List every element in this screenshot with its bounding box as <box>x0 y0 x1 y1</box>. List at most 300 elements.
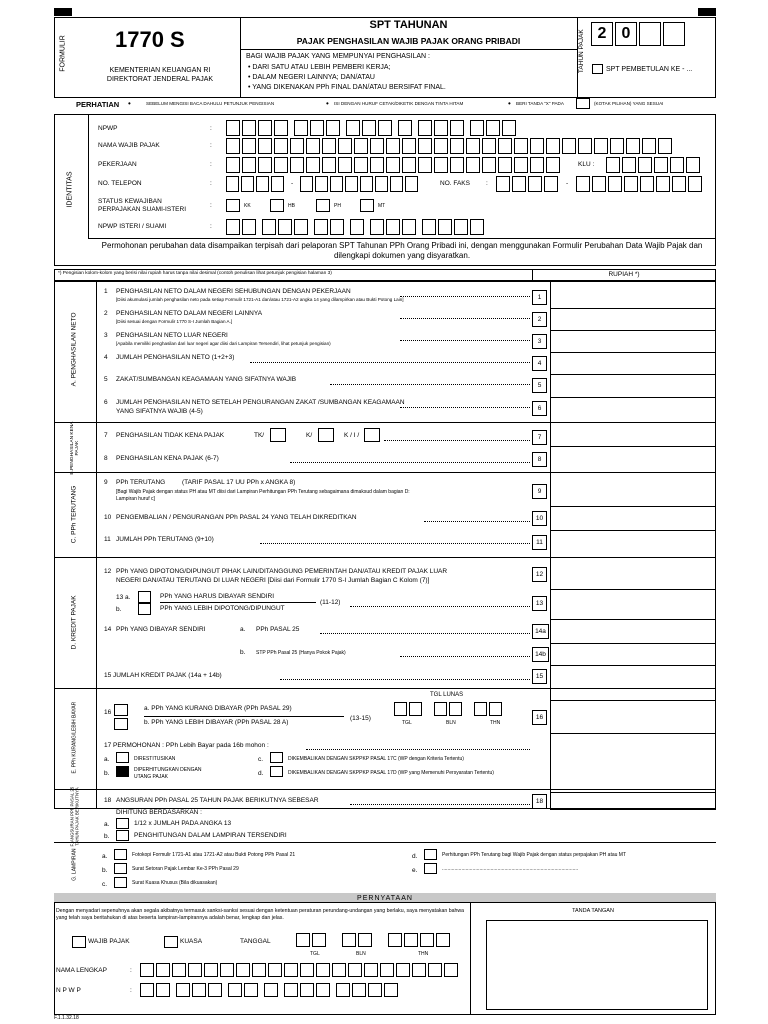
char-box[interactable] <box>345 176 358 192</box>
char-box[interactable] <box>315 176 328 192</box>
nama-field[interactable] <box>226 138 674 154</box>
char-box[interactable] <box>140 963 154 977</box>
ministry-line-1: KEMENTERIAN KEUANGAN RI <box>109 67 211 74</box>
corner-mark-right <box>698 8 716 16</box>
status-kk-checkbox[interactable] <box>226 199 240 212</box>
char-box[interactable] <box>300 963 314 977</box>
row-7-box: 7 <box>532 430 547 445</box>
lampiran-b-label: Surat Setoran Pajak Lembar Ke-3 PPh Pasal 29 <box>132 866 239 872</box>
char-box[interactable] <box>274 138 288 154</box>
row-17-label: 17 PERMOHONAN : PPh Lebih Bayar pada 16b mohon : <box>104 742 269 749</box>
klu-field[interactable] <box>606 157 702 173</box>
status-label-1: STATUS KEWAJIBAN <box>98 198 162 205</box>
nama-lengkap-label: NAMA LENGKAP <box>56 967 107 974</box>
row-11-label: JUMLAH PPh TERUTANG (9+10) <box>116 536 214 543</box>
char-box[interactable] <box>498 138 512 154</box>
row-1-value[interactable] <box>550 287 716 309</box>
char-box[interactable] <box>172 963 186 977</box>
char-box[interactable] <box>370 219 384 235</box>
row-18-box: 18 <box>532 794 547 809</box>
char-box[interactable] <box>330 176 343 192</box>
char-box[interactable] <box>370 138 384 154</box>
year-digit-box[interactable] <box>663 22 685 46</box>
status-mt-checkbox[interactable] <box>360 199 374 212</box>
corner-mark-left <box>54 8 72 16</box>
row-16a-checkbox[interactable] <box>114 704 128 716</box>
status-ph-checkbox[interactable] <box>316 199 330 212</box>
restitusi-checkbox[interactable] <box>116 752 129 763</box>
char-box[interactable] <box>386 138 400 154</box>
tanggal-field[interactable] <box>296 933 452 947</box>
char-box[interactable] <box>546 157 560 173</box>
ministry-line-2: DIREKTORAT JENDERAL PAJAK <box>106 76 214 83</box>
char-box[interactable] <box>314 219 328 235</box>
pernyataan-npwp-field[interactable] <box>140 983 400 997</box>
tgl-lunas-label: TGL LUNAS <box>430 692 464 698</box>
row-13a-checkbox[interactable] <box>138 591 151 603</box>
row-4-value[interactable] <box>550 353 716 375</box>
row-10-value[interactable] <box>550 507 716 531</box>
char-box[interactable] <box>258 138 272 154</box>
char-box[interactable] <box>624 176 638 192</box>
char-box[interactable] <box>278 219 292 235</box>
skppkp-17c-checkbox[interactable] <box>270 752 283 763</box>
row-3-label: PENGHASILAN NETO LUAR NEGERI <box>116 332 228 339</box>
row-1-box: 1 <box>532 290 547 305</box>
footer-code: F.1.1.32.18 <box>54 1015 79 1021</box>
form-bullet-2: • DALAM NEGERI LAINNYA; DAN/ATAU <box>248 74 375 81</box>
char-box[interactable] <box>300 176 313 192</box>
row-3-number: 3 <box>104 332 108 339</box>
char-box[interactable] <box>444 963 458 977</box>
char-box[interactable] <box>322 157 336 173</box>
row-2-box: 2 <box>532 312 547 327</box>
char-box[interactable] <box>262 219 276 235</box>
skppkp-17d-label: DIKEMBALIKAN DENGAN SKPPKP PASAL 17D (WP yang Memenuhi Persyaratan Tertentu) <box>288 770 494 776</box>
char-box[interactable] <box>226 157 240 173</box>
kuasa-checkbox[interactable] <box>164 936 178 948</box>
char-box[interactable] <box>192 983 206 997</box>
row-8-value[interactable] <box>550 447 716 472</box>
char-box[interactable] <box>226 176 239 192</box>
row-7-value[interactable] <box>550 425 716 447</box>
char-box[interactable] <box>514 138 528 154</box>
char-box[interactable] <box>418 157 432 173</box>
wajib-pajak-checkbox[interactable] <box>72 936 86 948</box>
char-box[interactable] <box>640 176 654 192</box>
row-13b-label: PPh YANG LEBIH DIPOTONG/DIPUNGUT <box>160 605 285 612</box>
kuasa-label: KUASA <box>180 938 203 945</box>
year-digit-box[interactable]: 2 <box>591 22 613 46</box>
perhatian-label: PERHATIAN <box>76 100 120 109</box>
char-box[interactable] <box>530 157 544 173</box>
pekerjaan-label: PEKERJAAN <box>98 161 137 168</box>
row-10-box: 10 <box>532 511 547 526</box>
row-14b-label: STP PPh Pasal 25 (Hanya Pokok Pajak) <box>256 650 346 656</box>
row-4-box: 4 <box>532 356 547 371</box>
char-box[interactable] <box>405 176 418 192</box>
char-box[interactable] <box>390 176 403 192</box>
char-box[interactable] <box>654 157 668 173</box>
row-2-number: 2 <box>104 310 108 317</box>
section-f-title: F. ANGSURAN PPh PASAL 25 TAHUN PAJAK BERIKUTNYA <box>69 786 79 847</box>
row-8-number: 8 <box>104 455 108 462</box>
row-3-value[interactable] <box>550 331 716 353</box>
char-box[interactable] <box>156 983 170 997</box>
row-16a-label: a. PPh YANG KURANG DIBAYAR (PPh PASAL 29) <box>144 705 292 712</box>
lampiran-d-checkbox[interactable] <box>424 849 437 860</box>
row-7-number: 7 <box>104 432 108 439</box>
char-box[interactable] <box>242 219 256 235</box>
pernyataan-title: PERNYATAAN <box>357 895 413 902</box>
tanda-tangan-label: TANDA TANGAN <box>572 908 614 914</box>
row-6-note: YANG SIFATNYA WAJIB (4-5) <box>116 408 203 415</box>
char-box[interactable] <box>316 963 330 977</box>
row-14-label: PPh YANG DIBAYAR SENDIRI <box>116 626 206 633</box>
char-box[interactable] <box>360 176 373 192</box>
char-box[interactable] <box>256 176 269 192</box>
section-g-title: G. LAMPIRAN <box>71 848 78 881</box>
char-box[interactable] <box>638 157 652 173</box>
row-5-value[interactable] <box>550 375 716 398</box>
char-box[interactable] <box>236 963 250 977</box>
perhatian-item-3: BERI TANDA "X" PADA <box>516 101 564 106</box>
row-11-value[interactable] <box>550 531 716 557</box>
char-box[interactable] <box>188 963 202 977</box>
char-box[interactable] <box>626 138 640 154</box>
row-6-box: 6 <box>532 401 547 416</box>
angsuran-a-checkbox[interactable] <box>116 818 129 829</box>
angsuran-b-label: PENGHITUNGAN DALAM LAMPIRAN TERSENDIRI <box>134 832 287 839</box>
row-14a-label: PPh PASAL 25 <box>256 626 300 633</box>
char-box[interactable] <box>290 138 304 154</box>
char-box[interactable] <box>402 219 416 235</box>
char-box[interactable] <box>384 983 398 997</box>
char-box[interactable] <box>688 176 702 192</box>
row-13-formula: (11-12) <box>320 599 341 606</box>
row-2-note: [Diisi sesuai dengan Formulir 1770 S-I Jumlah Bagian A.] <box>116 319 233 324</box>
char-box[interactable] <box>220 963 234 977</box>
char-box[interactable] <box>252 963 266 977</box>
row-4-number: 4 <box>104 354 108 361</box>
char-box[interactable] <box>375 176 388 192</box>
char-box[interactable] <box>368 983 382 997</box>
char-box[interactable] <box>498 157 512 173</box>
section-e-title: E. PPh KURANG/LEBIH BAYAR <box>71 701 78 774</box>
char-box[interactable] <box>454 219 468 235</box>
section-c-title: C. PPh TERUTANG <box>70 485 78 544</box>
char-box[interactable] <box>412 963 426 977</box>
char-box[interactable] <box>380 963 394 977</box>
row-5-box: 5 <box>532 378 547 393</box>
char-box[interactable] <box>244 983 258 997</box>
lampiran-e-checkbox[interactable] <box>424 863 437 874</box>
char-box[interactable] <box>530 138 544 154</box>
row-9-value[interactable] <box>550 476 716 507</box>
char-box[interactable] <box>396 963 410 977</box>
char-box[interactable] <box>578 138 592 154</box>
char-box[interactable] <box>226 219 240 235</box>
row-3-note: [Apabila memiliki penghasilan dari luar negeri agar diisi dari Lampiran Tersendiri, lihat petunjuk pengisian) <box>116 341 331 346</box>
row-12-value[interactable] <box>550 560 716 590</box>
row-3-box: 3 <box>532 334 547 349</box>
char-box[interactable] <box>300 983 314 997</box>
char-box[interactable] <box>686 157 700 173</box>
char-box[interactable] <box>386 157 400 173</box>
telepon-number-field[interactable] <box>300 176 420 192</box>
char-box[interactable] <box>482 157 496 173</box>
wajib-pajak-label: WAJIB PAJAK <box>88 938 130 945</box>
table-note: *) Pengisian kolom-kolom yang berisi nilai rupiah harus tanpa nilai desimal (contoh penulisan lihat petunjuk pengisian halaman 3) <box>58 271 332 276</box>
faks-number-field[interactable] <box>576 176 704 192</box>
char-box[interactable] <box>348 963 362 977</box>
char-box[interactable] <box>338 138 352 154</box>
char-box[interactable] <box>306 138 320 154</box>
row-11-box: 11 <box>532 535 547 550</box>
char-box[interactable] <box>386 219 400 235</box>
row-18-label: ANGSURAN PPh PASAL 25 TAHUN PAJAK BERIKUTNYA SEBESAR <box>116 797 319 804</box>
char-box[interactable] <box>496 176 510 192</box>
char-box[interactable] <box>592 176 606 192</box>
char-box[interactable] <box>242 157 256 173</box>
char-box[interactable] <box>306 157 320 173</box>
angsuran-a-label: 1/12 x JUMLAH PADA ANGKA 13 <box>134 820 232 827</box>
row-13-box: 13 <box>532 596 547 611</box>
tanggal-label: TANGGAL <box>240 938 271 945</box>
row-2-value[interactable] <box>550 309 716 331</box>
char-box[interactable] <box>594 138 608 154</box>
char-box[interactable] <box>271 176 284 192</box>
lampiran-a-checkbox[interactable] <box>114 849 127 860</box>
char-box[interactable] <box>242 138 256 154</box>
char-box[interactable] <box>422 219 436 235</box>
char-box[interactable] <box>338 157 352 173</box>
char-box[interactable] <box>606 157 620 173</box>
lampiran-e-label: .................................................................................................. <box>442 866 579 872</box>
char-box[interactable] <box>364 963 378 977</box>
row-16-value[interactable] <box>550 700 716 734</box>
char-box[interactable] <box>670 157 684 173</box>
row-15-label: 15 JUMLAH KREDIT PAJAK (14a + 14b) <box>104 672 222 679</box>
year-digit-box[interactable] <box>639 22 661 46</box>
npwp-istri-field[interactable] <box>226 219 486 235</box>
row-13a-label: PPh YANG HARUS DIBAYAR SENDIRI <box>160 593 275 600</box>
status-label-2: PERPAJAKAN SUAMI-ISTERI <box>98 206 187 213</box>
form-number: 1770 S <box>115 27 185 52</box>
char-box[interactable] <box>434 138 448 154</box>
char-box[interactable] <box>608 176 622 192</box>
char-box[interactable] <box>241 176 254 192</box>
form-intro: BAGI WAJIB PAJAK YANG MEMPUNYAI PENGHASILAN : <box>246 53 430 60</box>
char-box[interactable] <box>354 157 368 173</box>
char-box[interactable] <box>258 157 272 173</box>
row-5-number: 5 <box>104 376 108 383</box>
row-12-label-2: NEGERI DAN/ATAU TERUTANG DI LUAR NEGERI [Diisi dari Formulir 1770 S-I Jumlah Bagian C Kolom (7)] <box>116 577 430 584</box>
char-box[interactable] <box>322 138 336 154</box>
row-10-label: PENGEMBALIAN / PENGURANGAN PPh PASAL 24 YANG TELAH DIKREDITKAN <box>116 514 357 521</box>
char-box[interactable] <box>274 157 288 173</box>
diperhitungkan-label-1: DIPERHITUNGKAN DENGAN <box>134 767 202 773</box>
row-12-box: 12 <box>532 567 547 582</box>
pernyataan-npwp-label: N P W P <box>56 987 81 994</box>
char-box[interactable] <box>528 176 542 192</box>
lampiran-c-label: Surat Kuasa Khusus (Bila dikuasakan) <box>132 880 218 886</box>
char-box[interactable] <box>290 157 304 173</box>
row-16b-label: b. PPh YANG LEBIH DIBAYAR (PPh PASAL 28 A) <box>144 719 289 726</box>
section-a-title: A. PENGHASILAN NETO <box>70 312 78 387</box>
year-digit-box[interactable]: 0 <box>615 22 637 46</box>
char-box[interactable] <box>562 138 576 154</box>
char-box[interactable] <box>208 983 222 997</box>
char-box[interactable] <box>352 983 366 997</box>
char-box[interactable] <box>450 157 464 173</box>
row-9-label: PPh TERUTANG <box>116 479 166 486</box>
char-box[interactable] <box>268 963 282 977</box>
formulir-label: FORMULIR <box>59 35 67 72</box>
row-4-label: JUMLAH PENGHASILAN NETO (1+2+3) <box>116 354 235 361</box>
tgl-lunas-date[interactable] <box>394 702 504 716</box>
lampiran-d-label: Perhitungan PPh Terutang bagi Wajib Pajak dengan status perpajakan PH atau MT <box>442 852 627 858</box>
char-box[interactable] <box>226 138 240 154</box>
form-bullet-3: • YANG DIKENAKAN PPh FINAL DAN/ATAU BERSIFAT FINAL. <box>248 84 446 91</box>
char-box[interactable] <box>470 219 484 235</box>
rupiah-header: RUPIAH *) <box>608 271 640 278</box>
npwp-label: NPWP <box>98 125 118 132</box>
char-box[interactable] <box>428 963 442 977</box>
restitusi-label: DIRESTITUSIKAN <box>134 756 176 762</box>
pembetulan-checkbox[interactable] <box>592 64 603 74</box>
char-box[interactable] <box>672 176 686 192</box>
char-box[interactable] <box>228 983 242 997</box>
nama-lengkap-field[interactable] <box>140 963 460 977</box>
row-14b-value[interactable] <box>550 644 716 666</box>
char-box[interactable] <box>204 963 218 977</box>
row-6-value[interactable] <box>550 398 716 422</box>
skppkp-17d-checkbox[interactable] <box>270 766 283 777</box>
char-box[interactable] <box>622 157 636 173</box>
perhatian-item-1: SEBELUM MENGISI BACA DAHULU PETUNJUK PENGISIAN <box>146 101 275 106</box>
char-box[interactable] <box>354 138 368 154</box>
char-box[interactable] <box>466 157 480 173</box>
npwp-field[interactable] <box>226 120 518 136</box>
row-14b-box: 14b <box>532 647 549 662</box>
char-box[interactable] <box>330 219 344 235</box>
skppkp-17c-label: DIKEMBALIKAN DENGAN SKPPKP PASAL 17C (WP dengan Kriteria Tertentu) <box>288 756 464 762</box>
row-7-label: PENGHASILAN TIDAK KENA PAJAK <box>116 432 225 439</box>
char-box[interactable] <box>658 138 672 154</box>
signature-box[interactable] <box>486 920 708 1010</box>
row-16-formula: (13-15) <box>350 715 371 722</box>
perhatian-item-4: (KOTAK PILIHAN) YANG SESUAI <box>594 101 664 106</box>
char-box[interactable] <box>402 157 416 173</box>
char-box[interactable] <box>438 219 452 235</box>
char-box[interactable] <box>576 176 590 192</box>
row-6-number: 6 <box>104 399 108 406</box>
char-box[interactable] <box>402 138 416 154</box>
ptkp-k-box[interactable] <box>318 428 334 442</box>
char-box[interactable] <box>140 983 154 997</box>
char-box[interactable] <box>514 157 528 173</box>
char-box[interactable] <box>466 138 480 154</box>
row-16-box: 16 <box>532 710 547 725</box>
row-8-box: 8 <box>532 452 547 467</box>
char-box[interactable] <box>336 983 350 997</box>
row-13-value[interactable] <box>550 590 716 620</box>
row-1-number: 1 <box>104 288 108 295</box>
row-6-label: JUMLAH PENGHASILAN NETO SETELAH PENGURANGAN ZAKAT /SUMBANGAN KEAGAMAAN <box>116 399 405 406</box>
telepon-area-field[interactable] <box>226 176 286 192</box>
row-13b-checkbox[interactable] <box>138 603 151 615</box>
row-5-label: ZAKAT/SUMBANGAN KEAGAMAAN YANG SIFATNYA WAJIB <box>116 376 297 383</box>
nama-label: NAMA WAJIB PAJAK <box>98 142 160 149</box>
perhatian-sample-checkbox <box>576 98 590 109</box>
row-9-note-2: Lampiran huruf c] <box>116 496 155 502</box>
char-box[interactable] <box>482 138 496 154</box>
tahun-pajak-boxes <box>591 22 687 46</box>
identitas-title: IDENTITAS <box>66 171 74 208</box>
char-box[interactable] <box>610 138 624 154</box>
char-box[interactable] <box>332 963 346 977</box>
section-b-title: B.PENGHASILAN KENA PAJAK <box>69 421 80 475</box>
status-hb-checkbox[interactable] <box>270 199 284 212</box>
row-9-note-1: [Bagi Wajib Pajak dengan status PH atau MT diisi dari Lampiran Perhitungan PPh Terutang sebagaimana dimaksud dalam bagian D: <box>116 489 410 495</box>
row-18-value[interactable] <box>550 792 716 810</box>
char-box[interactable] <box>294 219 308 235</box>
tahun-pajak-label: TAHUN PAJAK <box>577 29 585 74</box>
form-title: SPT TAHUNAN <box>369 19 448 31</box>
row-15-box: 15 <box>532 669 547 684</box>
lampiran-c-checkbox[interactable] <box>114 877 127 888</box>
row-12-label-1: PPh YANG DIPOTONG/DIPUNGUT PIHAK LAIN/DITANGGUNG PEMERINTAH DAN/ATAU KREDIT PAJAK LUAR <box>116 568 448 575</box>
char-box[interactable] <box>434 157 448 173</box>
char-box[interactable] <box>546 138 560 154</box>
ptkp-ki-box[interactable] <box>364 428 380 442</box>
char-box[interactable] <box>284 963 298 977</box>
pekerjaan-field[interactable] <box>226 157 562 173</box>
form-subtitle: PAJAK PENGHASILAN WAJIB PAJAK ORANG PRIBADI <box>296 36 521 46</box>
char-box[interactable] <box>284 983 298 997</box>
ptkp-tk-box[interactable] <box>270 428 286 442</box>
row-1-note: [Diisi akumulasi jumlah penghasilan neto pada setiap Formulir 1721-A1 dan/atau 1721-A2 angka 14 yang dilampirkan atau Bukti Potong Lain] <box>116 297 404 302</box>
diperhitungkan-checkbox[interactable] <box>116 766 129 777</box>
char-box[interactable] <box>450 138 464 154</box>
row-14a-value[interactable] <box>550 620 716 644</box>
faks-area-field[interactable] <box>496 176 560 192</box>
form-bullet-1: • DARI SATU ATAU LEBIH PEMBERI KERJA; <box>248 64 391 71</box>
row-1-label: PENGHASILAN NETO DALAM NEGERI SEHUBUNGAN DENGAN PEKERJAAN <box>116 288 351 295</box>
char-box[interactable] <box>350 219 364 235</box>
faks-label: NO. FAKS <box>440 180 470 187</box>
char-box[interactable] <box>316 983 330 997</box>
pembetulan-label: SPT PEMBETULAN KE - ... <box>606 66 693 73</box>
lampiran-b-checkbox[interactable] <box>114 863 127 874</box>
row-16b-checkbox[interactable] <box>114 718 128 730</box>
char-box[interactable] <box>156 963 170 977</box>
char-box[interactable] <box>642 138 656 154</box>
char-box[interactable] <box>370 157 384 173</box>
angsuran-b-checkbox[interactable] <box>116 830 129 841</box>
char-box[interactable] <box>512 176 526 192</box>
perubahan-data-notice: Permohonan perubahan data disampaikan terpisah dari pelaporan SPT Tahunan PPh Orang Pribadi ini, dengan menggunakan Formulir Perubahan Data Wajib Pajak dan dilengkapi dokumen yang disyaratkan. <box>101 241 703 260</box>
char-box[interactable] <box>544 176 558 192</box>
char-box[interactable] <box>176 983 190 997</box>
row-15-value[interactable] <box>550 666 716 688</box>
telepon-label: NO. TELEPON <box>98 180 142 187</box>
char-box[interactable] <box>656 176 670 192</box>
char-box[interactable] <box>418 138 432 154</box>
row-14a-box: 14a <box>532 624 549 639</box>
char-box[interactable] <box>264 983 278 997</box>
